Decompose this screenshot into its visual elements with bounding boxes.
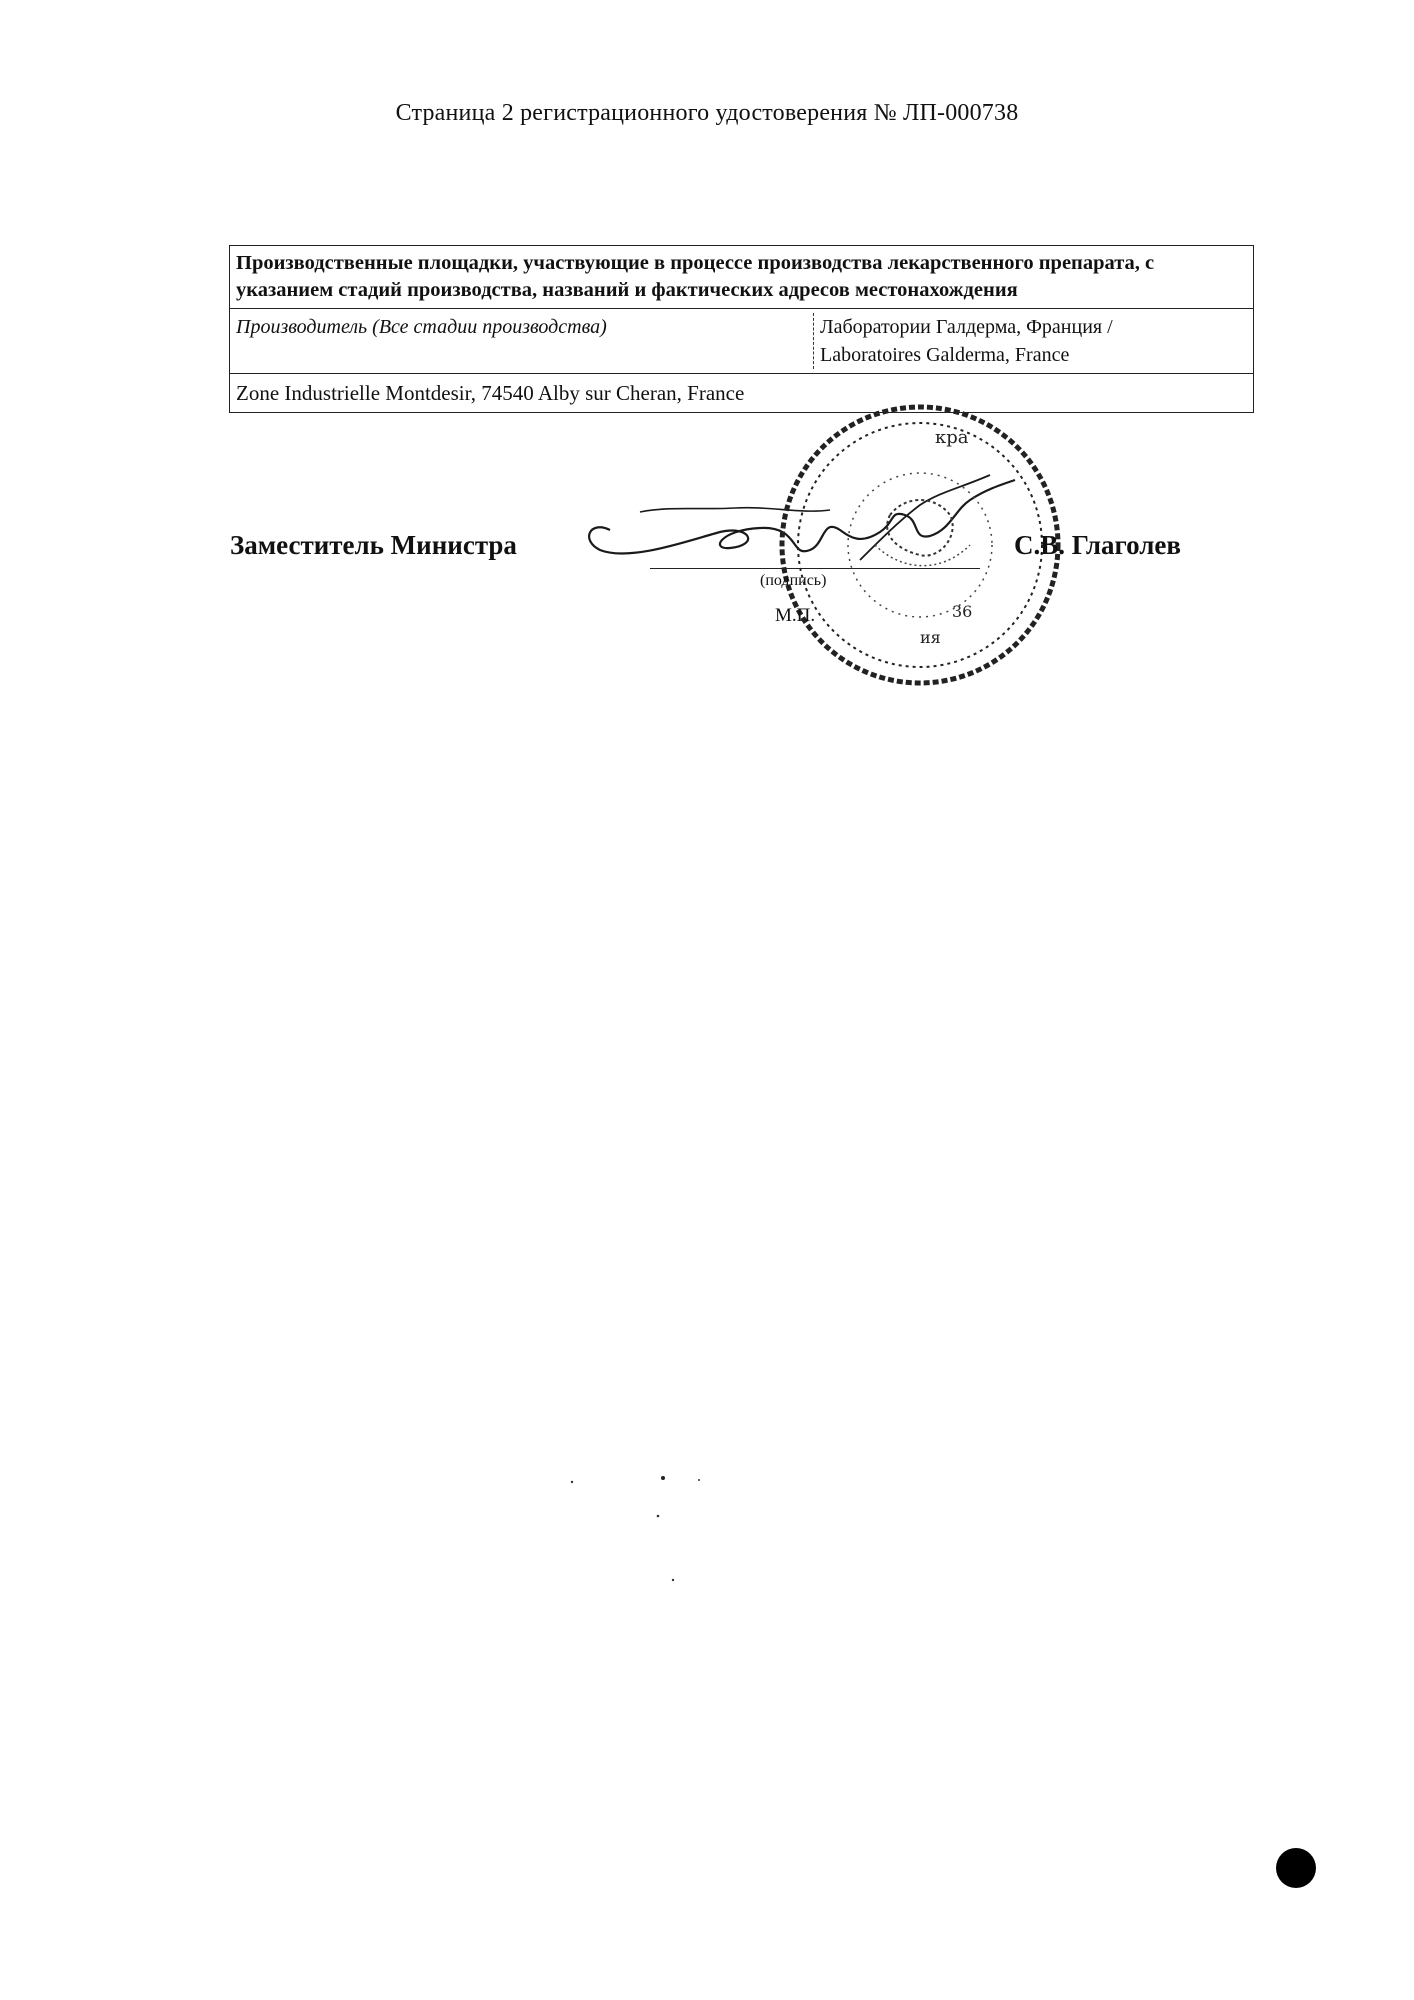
- table-heading-row: [230, 246, 1254, 309]
- production-sites-table: [229, 245, 1254, 413]
- manufacturer-address: Zone Industrielle Montdesir, 74540 Alby sur Cheran, France: [230, 374, 1254, 413]
- seal-fragment: ия: [920, 628, 941, 647]
- manufacturer-name-ru: Лаборатории Галдерма, Франция /: [820, 316, 1113, 338]
- manufacturer-name: [807, 309, 1254, 374]
- seal-fragment: кра: [935, 427, 969, 448]
- stamp-place-label: М.П.: [775, 605, 816, 626]
- table-heading: Производственные площадки, участвующие в процессе производства лекарственного препарата, с указанием стадий производства, названий и фактических адресов местонахождения: [230, 246, 1254, 309]
- page-title: Страница 2 регистрационного удостоверения № ЛП-000738: [395, 100, 1019, 126]
- scan-specks: [560, 1470, 720, 1590]
- registration-dot-icon: [1276, 1848, 1316, 1888]
- table-row: [230, 309, 1254, 374]
- signature-line: [650, 568, 980, 569]
- signature-caption: (подпись): [760, 572, 827, 589]
- signer-name: С.В. Глаголев: [1014, 530, 1181, 560]
- seal-fragment: 36: [952, 602, 973, 621]
- signer-position: Заместитель Министра: [230, 530, 517, 560]
- table-row: [230, 374, 1254, 413]
- manufacturer-name-en: Laboratoires Galderma, France: [820, 344, 1070, 366]
- manufacturer-role: Производитель (Все стадии производства): [230, 309, 808, 374]
